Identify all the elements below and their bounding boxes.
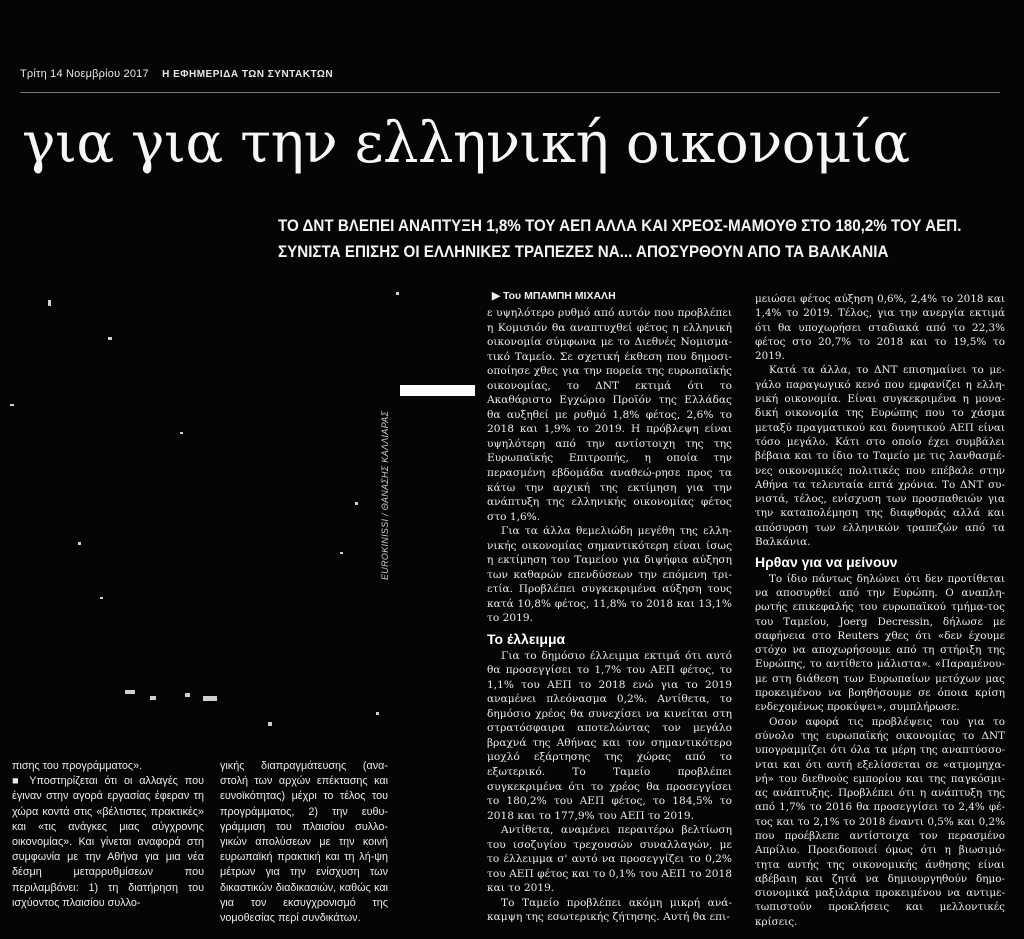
paragraph: ■ Υποστηρίζεται ότι οι αλλαγές που έγιναν στην αγορά εργασίας έφεραν τη χώρα κοντά στις «βέλτιστες πρακτικές» και «τις ανάγκες μιας σύγχρονης οικονομίας». Και γίνεται αναφορά στη συμφωνία με την Αθήνα για μια νέα δέσμη μεταρρυθμίσεων που περιλαμβάνει: 1) τη διατήρηση του ισχύοντος πλαισίου συλλο- [12, 775, 204, 909]
newspaper-name: Η ΕΦΗΜΕΡΙΔΑ ΤΩΝ ΣΥΝΤΑΚΤΩΝ [162, 69, 334, 80]
paragraph: Αντίθετα, αναμένει περαιτέρω βελτίωση του ισοζυγίου τρεχουσών συναλλαγών, με το έλλειμμα σ' αυτό να προσεγγίζει το 0,2% του ΑΕΠ φέτος και το 0,1% του ΑΕΠ το 2018 και το 2019. [487, 824, 732, 895]
subhead-line-1: ΤΟ ΔΝΤ ΒΛΕΠΕΙ ΑΝΑΠΤΥΞΗ 1,8% ΤΟΥ ΑΕΠ ΑΛΛΑ ΚΑΙ ΧΡΕΟΣ-ΜΑΜΟΥΘ ΣΤΟ 180,2% ΤΟΥ ΑΕΠ. [278, 217, 962, 235]
section-heading: Το έλλειμμα [487, 631, 566, 648]
paragraph: Για τα άλλα θεμελιώδη μεγέθη της ελλη-νικής οικονομίας σημαντικότερη είναι ίσως η εκτίμηση του Ταμείου για διψήφια αύξηση των καθαρών επενδύσεων την επόμενη τρι-ετία. Προβλέπει συγκεκριμένα αύξηση τους κατά 10,8% φέτος, 11,8% το 2018 και 13,1% το 2019. [487, 525, 732, 625]
issue-date: Τρίτη 14 Νοεμβρίου 2017 [20, 68, 149, 80]
dateline [20, 68, 333, 80]
text-column-4 [755, 292, 1005, 929]
text-column-1 [12, 759, 204, 911]
subhead-line-2: ΣΥΝΙΣΤΑ ΕΠΙΣΗΣ ΟΙ ΕΛΛΗΝΙΚΕΣ ΤΡΑΠΕΖΕΣ ΝΑ... ΑΠΟΣΥΡΘΟΥΝ ΑΠΟ ΤΑ ΒΑΛΚΑΝΙΑ [278, 243, 889, 261]
header-rule [20, 92, 1000, 93]
article-subheadline [278, 213, 962, 265]
photo-highlight-bar [400, 385, 475, 396]
paragraph: Το ίδιο πάντως δηλώνει ότι δεν προτίθεται να αποσυρθεί από την Ευρώπη. Ο αναπλη-ρωτής επικεφαλής του ευρωπαϊκού τμήμα-τος του Ταμείου, Joerg Decressin, δήλωσε με σαφήνεια στο Reuters χθες ότι «δεν έχουμε στόχο να αποχωρήσουμε από τη στήριξη της Ευρώπης, το αντίθετο μάλιστα». «Παραμένου-με στη διάθεση των Ευρωπαίων μετόχων μας προκειμένου να βοηθήσουμε σε όποια κρίση ενδεχομένως προκύψει», συμπλήρωσε. [755, 572, 1005, 714]
paragraph: μειώσει φέτος αύξηση 0,6%, 2,4% το 2018 και 1,4% το 2019. Τέλος, για την ανεργία εκτιμά ότι θα υποχωρήσει σταδιακά από το 22,3% φέτος στο 20,7% το 2018 και το 19,5% το 2019. [755, 293, 1005, 363]
paragraph: ε υψηλότερο ρυθμό από αυτόν που προβλέπει η Κομισιόν θα αναπτυχθεί φέτος η ελληνική οικονομία σύμφωνα με το Διεθνές Νομισμα-τικό Ταμείο. Σε σχετική έκθεση που δημοσι-οποίησε χθες για την πορεία της ευρωπαϊκής οικονομίας, το ΔΝΤ εκτιμά ότι το Ακαθάριστο Εγχώριο Προϊόν της Ελλάδας θα αυξηθεί με ρυθμό 1,8% φέτος, 2,6% το 2018 και 1,9% το 2019. Η πρόβλεψη είναι υψηλότερη από την αντίστοιχη της της Ευρωπαϊκής Επιτροπής, η οποία την περασμένη εβδομάδα αναθεώ-ρησε προς τα κάτω την αρχική της εκτίμηση για την ανάπτυξη της ελληνικής οικονομίας φέτος στο 1,6%. [487, 307, 732, 523]
article-photo [0, 292, 400, 747]
paragraph: πισης του προγράμματος». [12, 760, 143, 772]
photo-credit: EUROKINISSI / ΘΑΝΑΣΗΣ ΚΑΛΛΙΑΡΑΣ [380, 410, 390, 580]
paragraph: Για το δημόσιο έλλειμμα εκτιμά ότι αυτό θα προσεγγίσει το 1,7% του ΑΕΠ φέτος, το 1,1% του ΑΕΠ το 2018 ενώ για το 2019 αναμένει πλεόνασμα 0,2%. Αντίθετα, το δημόσιο χρέος θα συνεχίσει να κινείται στη στρατόσφαιρα αποτελώντας τον μεγάλο βραχνά της Αθήνας και τον σημαντικότερο μοχλό εξάρτησης της χώρας από το εξωτερικό. Το Ταμείο προβλέπει συγκεκριμένα ότι το χρέος θα προσεγγίσει το 180,2% του ΑΕΠ φέτος, το 184,5% το 2018 και το 177,9% του ΑΕΠ το 2019. [487, 649, 732, 822]
section-heading: Ηρθαν για να μείνουν [755, 554, 898, 571]
text-column-3 [487, 306, 732, 925]
paragraph: Κατά τα άλλα, το ΔΝΤ επισημαίνει το με-γάλο παραγωγικό κενό που εμφανίζει η ελλη-νική οικονομία. Είναι συγκεκριμένα η μονα-δική οικονομία της Ευρώπης που το χάσμα μεταξύ πραγματικού και δυνητικού ΑΕΠ είναι τόσο μεγάλο. Κάτι στο οποίο έχει συμβάλει βέβαια και το ίδιο το Ταμείο με τις λανθασμέ-νες οικονομικές πολιτικές που επέβαλε στην Αθήνα τα τελευταία επτά χρόνια. Το ΔΝΤ συ-νιστά, τέλος, ενίσχυση των προσπαθειών για την καταπολέμηση της διαφθοράς αλλά και απόσυρση των ελληνικών τραπεζών από τα Βαλκάνια. [755, 364, 1005, 549]
article-headline: για για την ελληνική οικονομία [22, 111, 910, 176]
text-column-2 [220, 759, 388, 926]
paragraph: γικής διαπραγμάτευσης (ανα-στολή των αρχών επέκτασης και ευνοϊκότητας) μέχρι το τέλος του προγράμματος, 2) την ευθυ-γράμμιση του πλαισίου συλλο-γικών απολύσεων με την κοινή ευρωπαϊκή πρακτική και τη λή-ψη μέτρων για την ενίσχυση των δικαστικών διαδικασιών, καθώς και για τον εκσυγχρονισμό της νομοθεσίας περί συνδικάτων. [220, 760, 388, 925]
paragraph: Το Ταμείο προβλέπει ακόμη μικρή ανά-καμψη της εσωτερικής ζήτησης. Αυτή θα επι- [487, 896, 732, 924]
author-byline: ▶ Του ΜΠΑΜΠΗ ΜΙΧΑΛΗ [492, 290, 616, 302]
paragraph: Οσον αφορά τις προβλέψεις του για το σύνολο της ευρωπαϊκής οικονομίας το ΔΝΤ υπογραμμίζει ότι όλα τα μέρη της αναπτύσσο-νται και ότι αυτή εξελίσσεται σε «ατμομηχα-νή» του διεθνούς εμπορίου και της παγκόσμι-ας ανάπτυξης. Προβλέπει ότι η ανάπτυξη της από 1,7% το 2016 θα προσεγγίσει το 2,4% φέ-τος και το 2,1% το 2018 έναντι 0,5% και 0,2% που προέβλεπε αντίστοιχα τον περασμένο Απρίλιο. Προειδοποιεί όμως ότι η βιωσιμό-τητα αυτής της οικονομικής άνθησης είναι αβέβαιη και ζητά να δημιουργηθούν δημο-σιονομικά μαξιλάρια προκειμένου να αντιμε-τωπιστούν προκλήσεις και μελλοντικές κρίσεις. [755, 715, 1005, 928]
